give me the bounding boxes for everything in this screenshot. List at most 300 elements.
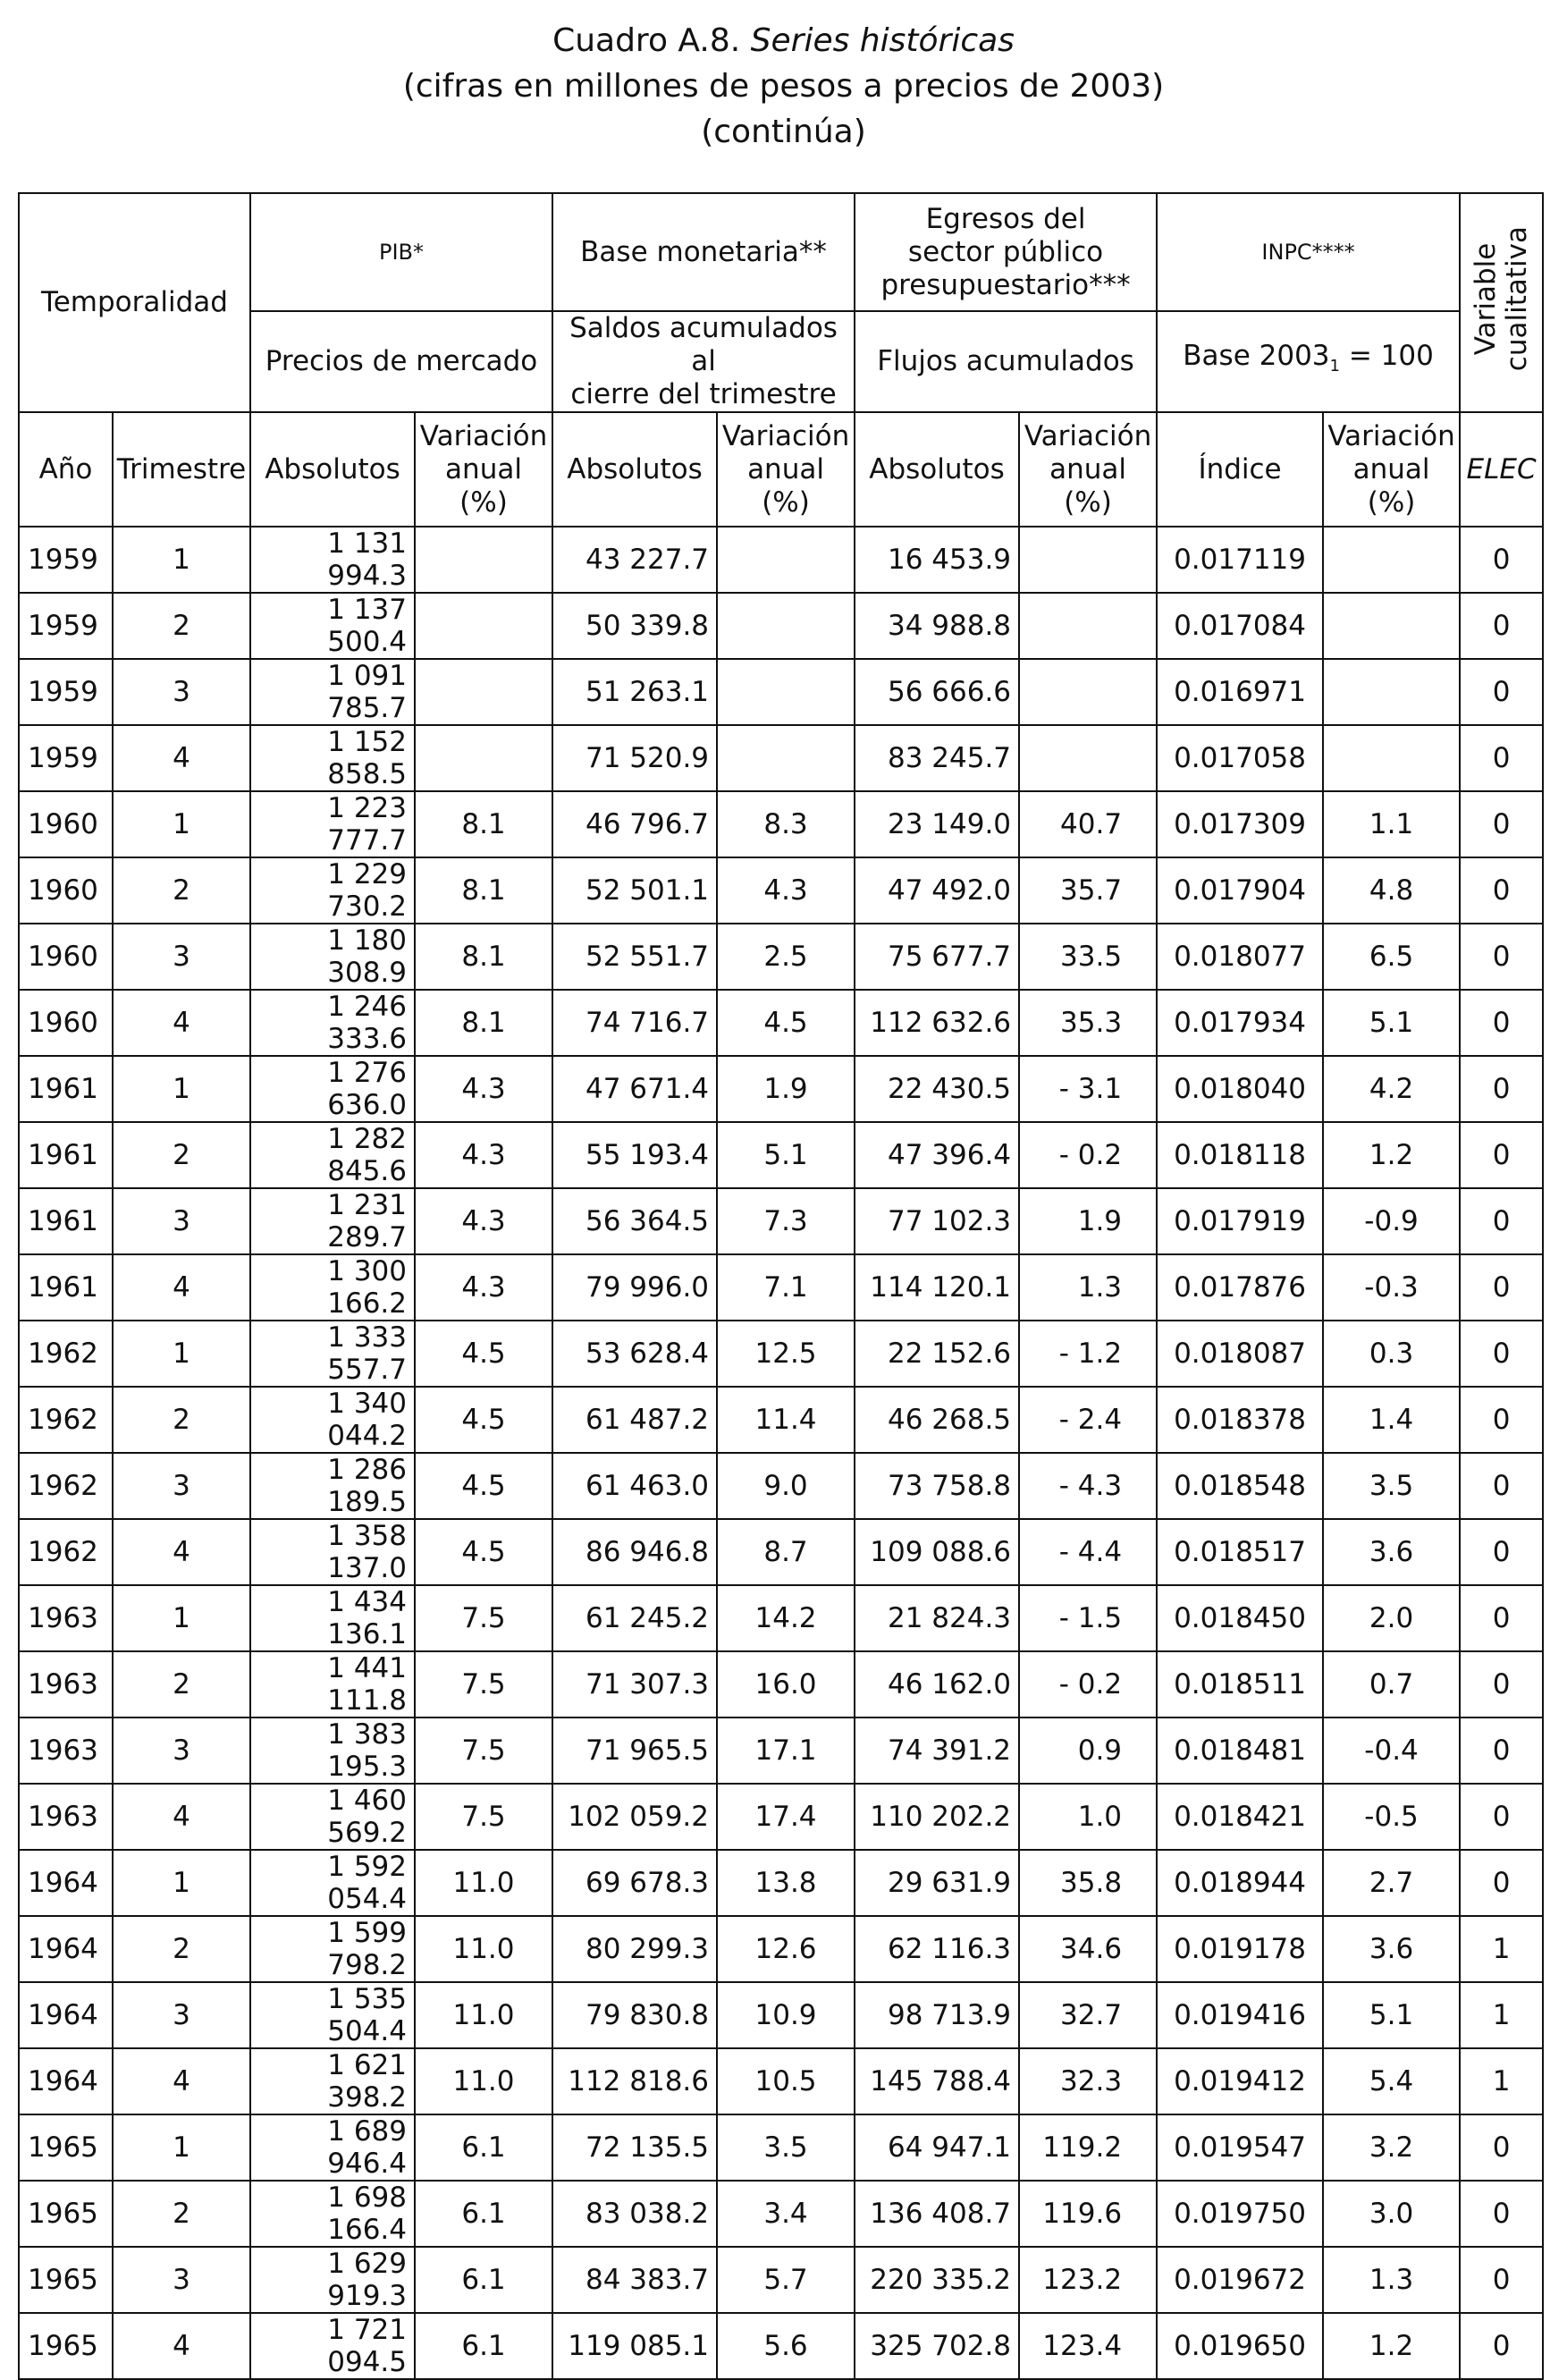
cell-bm-absolutos: 83 038.2 bbox=[552, 2181, 717, 2247]
cell-inpc-variacion: 1.1 bbox=[1323, 791, 1460, 857]
cell-inpc-indice: 0.017904 bbox=[1157, 857, 1323, 924]
header-bm-variacion bbox=[717, 412, 855, 527]
var-line3: (%) bbox=[1367, 485, 1416, 519]
cell-inpc-variacion: 1.2 bbox=[1323, 2313, 1460, 2379]
header-temporalidad: Temporalidad bbox=[19, 193, 250, 412]
cell-egresos-absolutos: 34 988.8 bbox=[855, 593, 1019, 659]
table-row bbox=[19, 1056, 1543, 1122]
cell-bm-variacion: 7.1 bbox=[717, 1254, 855, 1321]
cell-inpc-variacion bbox=[1323, 725, 1460, 791]
cell-anio: 1962 bbox=[19, 1321, 113, 1387]
table-row bbox=[19, 1453, 1543, 1519]
cell-bm-variacion: 13.8 bbox=[717, 1850, 855, 1916]
cell-bm-absolutos: 47 671.4 bbox=[552, 1056, 717, 1122]
cell-bm-absolutos: 119 085.1 bbox=[552, 2313, 717, 2379]
cell-egresos-absolutos: 46 162.0 bbox=[855, 1651, 1019, 1717]
cell-inpc-indice: 0.018077 bbox=[1157, 924, 1323, 990]
cell-bm-absolutos: 72 135.5 bbox=[552, 2114, 717, 2181]
cell-pib-variacion bbox=[415, 527, 552, 593]
cell-bm-absolutos: 80 299.3 bbox=[552, 1916, 717, 1982]
cell-bm-absolutos: 84 383.7 bbox=[552, 2247, 717, 2313]
cell-pib-absolutos: 1 689 946.4 bbox=[250, 2114, 415, 2181]
cell-pib-absolutos: 1 340 044.2 bbox=[250, 1387, 415, 1453]
cell-anio: 1965 bbox=[19, 2247, 113, 2313]
cell-trimestre: 1 bbox=[113, 791, 250, 857]
header-elec bbox=[1460, 412, 1543, 527]
var-line3: (%) bbox=[1064, 485, 1112, 519]
cell-anio: 1959 bbox=[19, 593, 113, 659]
cell-trimestre: 3 bbox=[113, 2247, 250, 2313]
table-row bbox=[19, 1916, 1543, 1982]
table-row bbox=[19, 1387, 1543, 1453]
cell-pib-variacion: 8.1 bbox=[415, 924, 552, 990]
cell-inpc-variacion: 4.8 bbox=[1323, 857, 1460, 924]
cell-bm-variacion bbox=[717, 659, 855, 725]
cell-pib-absolutos: 1 383 195.3 bbox=[250, 1717, 415, 1784]
cell-anio: 1963 bbox=[19, 1717, 113, 1784]
cell-egresos-variacion: 33.5 bbox=[1019, 924, 1157, 990]
var-line1: Variación bbox=[419, 419, 548, 452]
cell-inpc-indice: 0.018517 bbox=[1157, 1519, 1323, 1585]
cell-inpc-indice: 0.017119 bbox=[1157, 527, 1323, 593]
cell-anio: 1960 bbox=[19, 791, 113, 857]
cell-anio: 1959 bbox=[19, 725, 113, 791]
cell-egresos-variacion: - 3.1 bbox=[1019, 1056, 1157, 1122]
cell-pib-absolutos: 1 152 858.5 bbox=[250, 725, 415, 791]
cell-egresos-absolutos: 325 702.8 bbox=[855, 2313, 1019, 2379]
cell-bm-absolutos: 51 263.1 bbox=[552, 659, 717, 725]
cell-inpc-variacion: -0.4 bbox=[1323, 1717, 1460, 1784]
cell-pib-variacion: 8.1 bbox=[415, 791, 552, 857]
header-variable-cualitativa bbox=[1460, 193, 1543, 412]
cell-inpc-indice: 0.018450 bbox=[1157, 1585, 1323, 1651]
cell-elec: 0 bbox=[1460, 857, 1543, 924]
table-row bbox=[19, 990, 1543, 1056]
cell-egresos-absolutos: 114 120.1 bbox=[855, 1254, 1019, 1321]
cell-inpc-variacion: 5.1 bbox=[1323, 1982, 1460, 2048]
cell-inpc-indice: 0.017058 bbox=[1157, 725, 1323, 791]
cell-egresos-variacion: - 2.4 bbox=[1019, 1387, 1157, 1453]
cell-bm-absolutos: 61 487.2 bbox=[552, 1387, 717, 1453]
cell-bm-variacion: 10.5 bbox=[717, 2048, 855, 2114]
cell-elec: 0 bbox=[1460, 924, 1543, 990]
cell-bm-variacion: 14.2 bbox=[717, 1585, 855, 1651]
cell-egresos-variacion: - 4.3 bbox=[1019, 1453, 1157, 1519]
cell-egresos-absolutos: 74 391.2 bbox=[855, 1717, 1019, 1784]
cell-egresos-variacion bbox=[1019, 659, 1157, 725]
var-line2: anual bbox=[1352, 452, 1430, 485]
cell-trimestre: 4 bbox=[113, 1784, 250, 1850]
cell-bm-absolutos: 102 059.2 bbox=[552, 1784, 717, 1850]
cell-bm-absolutos: 46 796.7 bbox=[552, 791, 717, 857]
cell-trimestre: 2 bbox=[113, 1916, 250, 1982]
cell-elec: 0 bbox=[1460, 2313, 1543, 2379]
cell-elec: 0 bbox=[1460, 1122, 1543, 1188]
cell-trimestre: 3 bbox=[113, 1188, 250, 1254]
cell-bm-variacion: 7.3 bbox=[717, 1188, 855, 1254]
cell-trimestre: 2 bbox=[113, 593, 250, 659]
cell-bm-variacion: 11.4 bbox=[717, 1387, 855, 1453]
cell-pib-variacion: 7.5 bbox=[415, 1784, 552, 1850]
cell-elec: 0 bbox=[1460, 2247, 1543, 2313]
cell-anio: 1961 bbox=[19, 1122, 113, 1188]
cell-trimestre: 2 bbox=[113, 1122, 250, 1188]
cell-trimestre: 3 bbox=[113, 659, 250, 725]
table-row bbox=[19, 2247, 1543, 2313]
cell-trimestre: 3 bbox=[113, 924, 250, 990]
cell-inpc-variacion: 2.7 bbox=[1323, 1850, 1460, 1916]
cell-bm-variacion: 8.3 bbox=[717, 791, 855, 857]
cell-trimestre: 3 bbox=[113, 1717, 250, 1784]
table-row bbox=[19, 2181, 1543, 2247]
var-line3: (%) bbox=[459, 485, 508, 519]
cell-inpc-variacion: 3.2 bbox=[1323, 2114, 1460, 2181]
title-prefix: Cuadro A.8. bbox=[552, 22, 741, 59]
cell-elec: 0 bbox=[1460, 2181, 1543, 2247]
cell-egresos-variacion: 34.6 bbox=[1019, 1916, 1157, 1982]
cell-egresos-absolutos: 62 116.3 bbox=[855, 1916, 1019, 1982]
cell-elec: 0 bbox=[1460, 1254, 1543, 1321]
table-row bbox=[19, 791, 1543, 857]
cell-bm-absolutos: 52 551.7 bbox=[552, 924, 717, 990]
cell-inpc-variacion: 1.3 bbox=[1323, 2247, 1460, 2313]
cell-pib-absolutos: 1 180 308.9 bbox=[250, 924, 415, 990]
cell-pib-variacion: 8.1 bbox=[415, 857, 552, 924]
cell-pib-variacion: 6.1 bbox=[415, 2181, 552, 2247]
cell-trimestre: 4 bbox=[113, 990, 250, 1056]
cell-anio: 1964 bbox=[19, 1850, 113, 1916]
cell-bm-absolutos: 52 501.1 bbox=[552, 857, 717, 924]
cell-egresos-variacion: 35.7 bbox=[1019, 857, 1157, 924]
table-row bbox=[19, 1982, 1543, 2048]
cell-pib-absolutos: 1 621 398.2 bbox=[250, 2048, 415, 2114]
cell-pib-absolutos: 1 246 333.6 bbox=[250, 990, 415, 1056]
cell-egresos-variacion: 1.3 bbox=[1019, 1254, 1157, 1321]
cell-bm-absolutos: 61 245.2 bbox=[552, 1585, 717, 1651]
cell-egresos-absolutos: 29 631.9 bbox=[855, 1850, 1019, 1916]
cell-trimestre: 1 bbox=[113, 1585, 250, 1651]
cell-inpc-indice: 0.018118 bbox=[1157, 1122, 1323, 1188]
cell-trimestre: 2 bbox=[113, 2181, 250, 2247]
cell-pib-absolutos: 1 300 166.2 bbox=[250, 1254, 415, 1321]
header-base2003 bbox=[1157, 311, 1460, 412]
cell-bm-variacion: 5.1 bbox=[717, 1122, 855, 1188]
cell-anio: 1963 bbox=[19, 1585, 113, 1651]
cell-trimestre: 2 bbox=[113, 1387, 250, 1453]
cell-egresos-variacion: 1.9 bbox=[1019, 1188, 1157, 1254]
cell-egresos-absolutos: 16 453.9 bbox=[855, 527, 1019, 593]
cell-egresos-variacion: 40.7 bbox=[1019, 791, 1157, 857]
header-inpc-variacion bbox=[1323, 412, 1460, 527]
cell-inpc-variacion: 0.7 bbox=[1323, 1651, 1460, 1717]
cell-pib-variacion bbox=[415, 659, 552, 725]
cell-egresos-variacion: 32.3 bbox=[1019, 2048, 1157, 2114]
header-trimestre: Trimestre bbox=[113, 412, 250, 527]
cell-egresos-variacion: 32.7 bbox=[1019, 1982, 1157, 2048]
cell-pib-variacion: 7.5 bbox=[415, 1651, 552, 1717]
cell-pib-variacion bbox=[415, 593, 552, 659]
cell-inpc-indice: 0.019672 bbox=[1157, 2247, 1323, 2313]
cell-bm-variacion: 4.3 bbox=[717, 857, 855, 924]
cell-bm-variacion: 9.0 bbox=[717, 1453, 855, 1519]
cell-bm-absolutos: 71 307.3 bbox=[552, 1651, 717, 1717]
cell-egresos-absolutos: 109 088.6 bbox=[855, 1519, 1019, 1585]
cell-anio: 1959 bbox=[19, 659, 113, 725]
cell-pib-absolutos: 1 091 785.7 bbox=[250, 659, 415, 725]
cell-trimestre: 2 bbox=[113, 857, 250, 924]
var-line2: anual bbox=[445, 452, 522, 485]
cell-pib-variacion: 4.3 bbox=[415, 1188, 552, 1254]
cell-bm-variacion: 4.5 bbox=[717, 990, 855, 1056]
cell-trimestre: 1 bbox=[113, 1321, 250, 1387]
cell-inpc-indice: 0.016971 bbox=[1157, 659, 1323, 725]
var-line2: anual bbox=[747, 452, 824, 485]
table-row bbox=[19, 1784, 1543, 1850]
cell-inpc-variacion: 2.0 bbox=[1323, 1585, 1460, 1651]
table-row bbox=[19, 2114, 1543, 2181]
cell-bm-variacion: 17.1 bbox=[717, 1717, 855, 1784]
cell-inpc-indice: 0.018378 bbox=[1157, 1387, 1323, 1453]
cell-pib-variacion: 4.5 bbox=[415, 1387, 552, 1453]
cell-pib-absolutos: 1 441 111.8 bbox=[250, 1651, 415, 1717]
cell-egresos-variacion: - 1.2 bbox=[1019, 1321, 1157, 1387]
header-egresos-line2: sector público bbox=[907, 235, 1104, 268]
cell-bm-absolutos: 50 339.8 bbox=[552, 593, 717, 659]
base2003-subscript: 1 bbox=[1329, 357, 1340, 376]
cell-trimestre: 1 bbox=[113, 2114, 250, 2181]
cell-trimestre: 4 bbox=[113, 1254, 250, 1321]
header-egresos-line1: Egresos del bbox=[925, 202, 1086, 235]
cell-inpc-variacion: 3.6 bbox=[1323, 1916, 1460, 1982]
cell-elec: 0 bbox=[1460, 593, 1543, 659]
cell-pib-variacion: 11.0 bbox=[415, 2048, 552, 2114]
cell-egresos-variacion: - 0.2 bbox=[1019, 1122, 1157, 1188]
cell-egresos-absolutos: 220 335.2 bbox=[855, 2247, 1019, 2313]
table-row bbox=[19, 659, 1543, 725]
header-flujos: Flujos acumulados bbox=[855, 311, 1157, 412]
cell-egresos-absolutos: 22 152.6 bbox=[855, 1321, 1019, 1387]
cell-pib-variacion: 7.5 bbox=[415, 1717, 552, 1784]
cell-pib-absolutos: 1 358 137.0 bbox=[250, 1519, 415, 1585]
cell-elec: 1 bbox=[1460, 1916, 1543, 1982]
cell-pib-absolutos: 1 286 189.5 bbox=[250, 1453, 415, 1519]
cell-egresos-absolutos: 77 102.3 bbox=[855, 1188, 1019, 1254]
cell-inpc-variacion: 0.3 bbox=[1323, 1321, 1460, 1387]
header-bm-absolutos: Absolutos bbox=[552, 412, 717, 527]
table-row bbox=[19, 1850, 1543, 1916]
cell-trimestre: 4 bbox=[113, 725, 250, 791]
cell-pib-variacion: 11.0 bbox=[415, 1916, 552, 1982]
cell-anio: 1961 bbox=[19, 1254, 113, 1321]
table-row bbox=[19, 924, 1543, 990]
cell-anio: 1959 bbox=[19, 527, 113, 593]
cell-pib-variacion: 8.1 bbox=[415, 990, 552, 1056]
cell-anio: 1964 bbox=[19, 1982, 113, 2048]
cell-elec: 0 bbox=[1460, 725, 1543, 791]
cell-egresos-absolutos: 22 430.5 bbox=[855, 1056, 1019, 1122]
cell-pib-variacion: 4.5 bbox=[415, 1453, 552, 1519]
cell-egresos-variacion: 1.0 bbox=[1019, 1784, 1157, 1850]
table-row bbox=[19, 725, 1543, 791]
cell-bm-variacion: 8.7 bbox=[717, 1519, 855, 1585]
cell-inpc-variacion: -0.5 bbox=[1323, 1784, 1460, 1850]
cell-egresos-absolutos: 21 824.3 bbox=[855, 1585, 1019, 1651]
cell-inpc-indice: 0.017934 bbox=[1157, 990, 1323, 1056]
header-precios-mercado: Precios de mercado bbox=[250, 311, 552, 412]
cell-inpc-indice: 0.019416 bbox=[1157, 1982, 1323, 2048]
cell-bm-variacion: 3.5 bbox=[717, 2114, 855, 2181]
table-row bbox=[19, 1717, 1543, 1784]
cell-pib-absolutos: 1 282 845.6 bbox=[250, 1122, 415, 1188]
header-egresos-variacion bbox=[1019, 412, 1157, 527]
cell-egresos-variacion: 0.9 bbox=[1019, 1717, 1157, 1784]
var-line1: Variación bbox=[1024, 419, 1152, 452]
title-line-3: (continúa) bbox=[701, 114, 866, 150]
cell-inpc-indice: 0.017084 bbox=[1157, 593, 1323, 659]
cell-egresos-absolutos: 110 202.2 bbox=[855, 1784, 1019, 1850]
var-line1: Variación bbox=[721, 419, 850, 452]
cell-egresos-variacion: 123.4 bbox=[1019, 2313, 1157, 2379]
cell-elec: 0 bbox=[1460, 1850, 1543, 1916]
cell-inpc-variacion: 1.4 bbox=[1323, 1387, 1460, 1453]
cell-bm-absolutos: 71 520.9 bbox=[552, 725, 717, 791]
table-row bbox=[19, 593, 1543, 659]
cell-pib-variacion: 11.0 bbox=[415, 1850, 552, 1916]
cell-egresos-absolutos: 83 245.7 bbox=[855, 725, 1019, 791]
data-table bbox=[18, 192, 1544, 2380]
cell-bm-absolutos: 53 628.4 bbox=[552, 1321, 717, 1387]
cell-bm-variacion: 10.9 bbox=[717, 1982, 855, 2048]
cell-inpc-variacion bbox=[1323, 659, 1460, 725]
cell-inpc-indice: 0.019650 bbox=[1157, 2313, 1323, 2379]
cell-pib-variacion: 4.3 bbox=[415, 1254, 552, 1321]
cell-bm-absolutos: 79 996.0 bbox=[552, 1254, 717, 1321]
table-row bbox=[19, 1254, 1543, 1321]
cell-anio: 1961 bbox=[19, 1188, 113, 1254]
cell-egresos-absolutos: 145 788.4 bbox=[855, 2048, 1019, 2114]
cell-egresos-variacion bbox=[1019, 725, 1157, 791]
cell-bm-absolutos: 79 830.8 bbox=[552, 1982, 717, 2048]
cell-trimestre: 3 bbox=[113, 1453, 250, 1519]
header-variable-line1: Variable bbox=[1469, 242, 1502, 355]
cell-inpc-variacion: 4.2 bbox=[1323, 1056, 1460, 1122]
cell-bm-absolutos: 56 364.5 bbox=[552, 1188, 717, 1254]
cell-inpc-indice: 0.019412 bbox=[1157, 2048, 1323, 2114]
cell-bm-variacion: 2.5 bbox=[717, 924, 855, 990]
table-row bbox=[19, 1188, 1543, 1254]
cell-elec: 0 bbox=[1460, 659, 1543, 725]
header-saldos-line1: Saldos acumulados al bbox=[569, 312, 838, 377]
cell-inpc-indice: 0.017309 bbox=[1157, 791, 1323, 857]
cell-anio: 1962 bbox=[19, 1519, 113, 1585]
cell-egresos-absolutos: 98 713.9 bbox=[855, 1982, 1019, 2048]
var-line2: anual bbox=[1049, 452, 1126, 485]
base2003-eq: = 100 bbox=[1339, 340, 1434, 373]
cell-bm-absolutos: 43 227.7 bbox=[552, 527, 717, 593]
cell-pib-variacion bbox=[415, 725, 552, 791]
cell-pib-absolutos: 1 592 054.4 bbox=[250, 1850, 415, 1916]
cell-pib-absolutos: 1 698 166.4 bbox=[250, 2181, 415, 2247]
cell-bm-absolutos: 71 965.5 bbox=[552, 1717, 717, 1784]
header-base-monetaria: Base monetaria** bbox=[552, 193, 855, 311]
table-row bbox=[19, 1519, 1543, 1585]
cell-inpc-variacion: 6.5 bbox=[1323, 924, 1460, 990]
cell-inpc-variacion bbox=[1323, 527, 1460, 593]
cell-egresos-absolutos: 75 677.7 bbox=[855, 924, 1019, 990]
title-line-1 bbox=[0, 18, 1567, 63]
cell-egresos-absolutos: 73 758.8 bbox=[855, 1453, 1019, 1519]
cell-egresos-absolutos: 23 149.0 bbox=[855, 791, 1019, 857]
table-row bbox=[19, 2313, 1543, 2379]
cell-anio: 1960 bbox=[19, 990, 113, 1056]
cell-anio: 1963 bbox=[19, 1784, 113, 1850]
cell-bm-variacion: 5.6 bbox=[717, 2313, 855, 2379]
cell-pib-variacion: 7.5 bbox=[415, 1585, 552, 1651]
cell-elec: 0 bbox=[1460, 1784, 1543, 1850]
var-line3: (%) bbox=[762, 485, 810, 519]
cell-inpc-indice: 0.018481 bbox=[1157, 1717, 1323, 1784]
cell-anio: 1962 bbox=[19, 1387, 113, 1453]
header-pib-absolutos: Absolutos bbox=[250, 412, 415, 527]
cell-inpc-indice: 0.019547 bbox=[1157, 2114, 1323, 2181]
title-italic: Series históricas bbox=[750, 22, 1015, 59]
cell-inpc-indice: 0.018944 bbox=[1157, 1850, 1323, 1916]
cell-elec: 0 bbox=[1460, 1717, 1543, 1784]
header-inpc: INPC**** bbox=[1157, 193, 1460, 311]
cell-egresos-variacion: 119.2 bbox=[1019, 2114, 1157, 2181]
cell-elec: 0 bbox=[1460, 990, 1543, 1056]
cell-pib-variacion: 6.1 bbox=[415, 2247, 552, 2313]
cell-bm-variacion: 1.9 bbox=[717, 1056, 855, 1122]
cell-egresos-absolutos: 47 492.0 bbox=[855, 857, 1019, 924]
cell-anio: 1963 bbox=[19, 1651, 113, 1717]
cell-inpc-indice: 0.018548 bbox=[1157, 1453, 1323, 1519]
cell-trimestre: 2 bbox=[113, 1651, 250, 1717]
title-line-2: (cifras en millones de pesos a precios de 2003) bbox=[402, 68, 1165, 105]
cell-inpc-variacion: 3.5 bbox=[1323, 1453, 1460, 1519]
cell-inpc-variacion: 5.1 bbox=[1323, 990, 1460, 1056]
table-row bbox=[19, 1321, 1543, 1387]
cell-pib-variacion: 4.3 bbox=[415, 1122, 552, 1188]
cell-pib-variacion: 6.1 bbox=[415, 2313, 552, 2379]
cell-anio: 1960 bbox=[19, 857, 113, 924]
table-row bbox=[19, 1585, 1543, 1651]
cell-anio: 1961 bbox=[19, 1056, 113, 1122]
cell-bm-variacion: 16.0 bbox=[717, 1651, 855, 1717]
table-title bbox=[0, 18, 1567, 155]
cell-bm-variacion bbox=[717, 725, 855, 791]
cell-anio: 1965 bbox=[19, 2114, 113, 2181]
var-line1: Variación bbox=[1327, 419, 1455, 452]
header-pib-variacion bbox=[415, 412, 552, 527]
cell-anio: 1964 bbox=[19, 1916, 113, 1982]
elec-label: ELEC bbox=[1466, 452, 1537, 485]
cell-bm-variacion: 12.6 bbox=[717, 1916, 855, 1982]
cell-egresos-variacion: - 4.4 bbox=[1019, 1519, 1157, 1585]
table-row bbox=[19, 527, 1543, 593]
cell-inpc-indice: 0.018040 bbox=[1157, 1056, 1323, 1122]
cell-pib-absolutos: 1 276 636.0 bbox=[250, 1056, 415, 1122]
cell-pib-absolutos: 1 599 798.2 bbox=[250, 1916, 415, 1982]
cell-bm-absolutos: 74 716.7 bbox=[552, 990, 717, 1056]
table-row bbox=[19, 857, 1543, 924]
cell-elec: 0 bbox=[1460, 1387, 1543, 1453]
cell-egresos-absolutos: 136 408.7 bbox=[855, 2181, 1019, 2247]
cell-trimestre: 1 bbox=[113, 527, 250, 593]
cell-egresos-variacion: 35.3 bbox=[1019, 990, 1157, 1056]
header-saldos-line2: cierre del trimestre bbox=[570, 378, 837, 410]
cell-trimestre: 4 bbox=[113, 2048, 250, 2114]
